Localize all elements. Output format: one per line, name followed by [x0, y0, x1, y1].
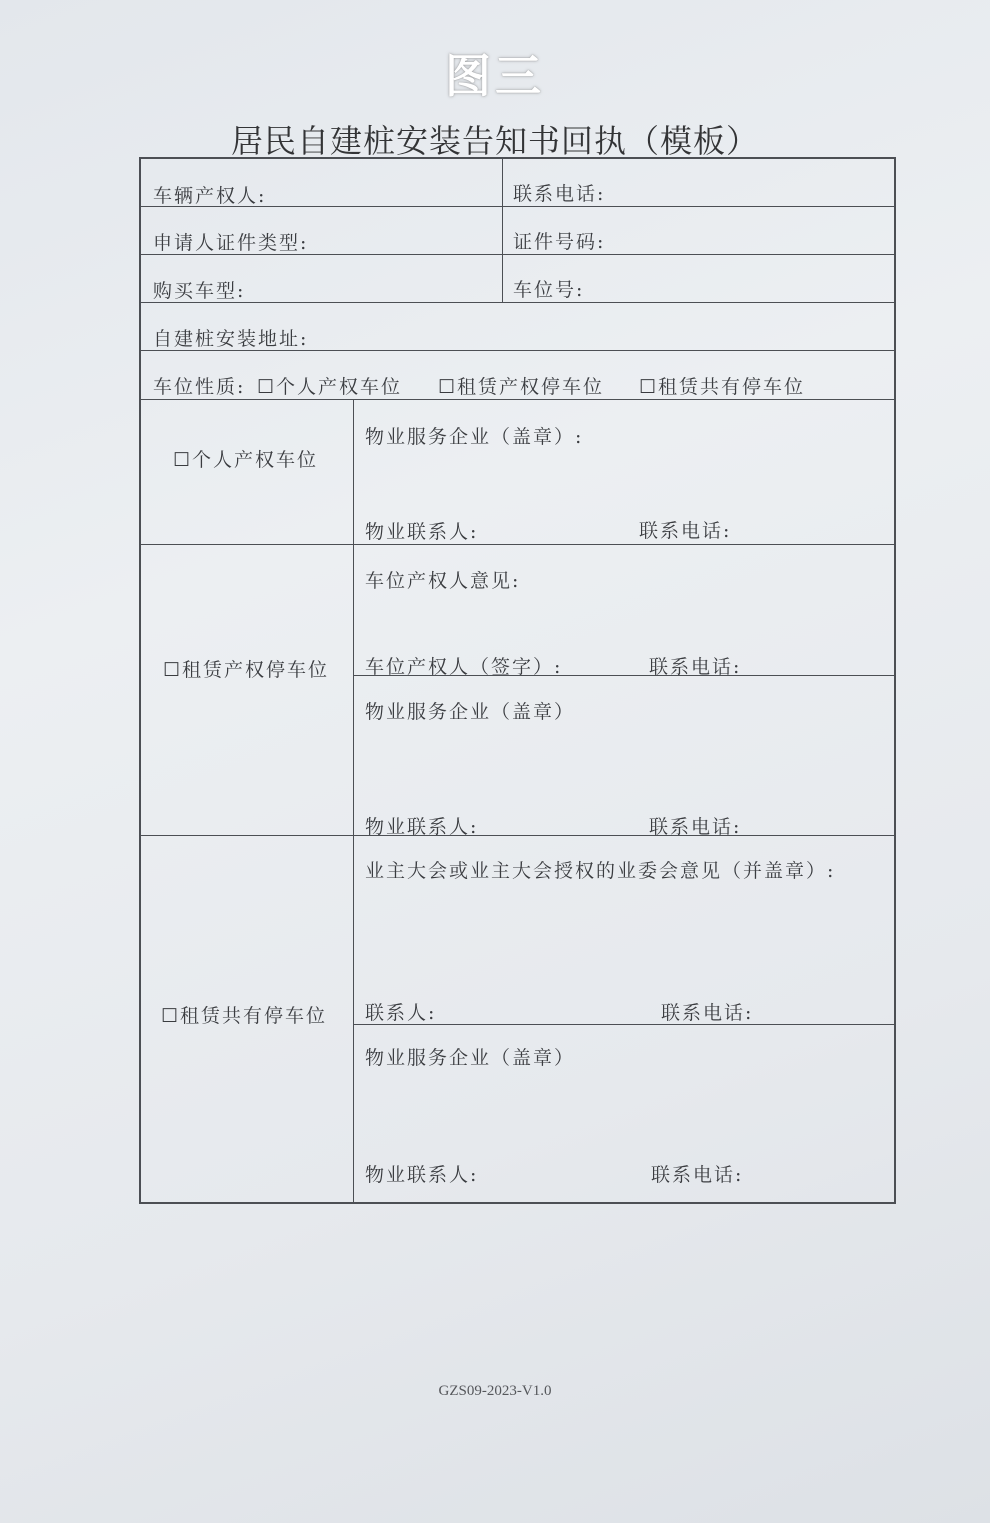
id-number-label: 证件号码:	[513, 231, 606, 253]
shared-property-company: 物业服务企业（盖章）	[365, 1047, 576, 1069]
owner-phone-label: 联系电话:	[513, 183, 606, 205]
address-label: 自建桩安装地址:	[153, 328, 309, 350]
personal-property-contact: 物业联系人:	[365, 521, 479, 543]
id-type-label: 申请人证件类型:	[153, 232, 309, 254]
shared-committee-opinion: 业主大会或业主大会授权的业委会意见（并盖章）:	[365, 860, 836, 882]
parking-no-label: 车位号:	[513, 279, 585, 301]
nature-option-leased-shared[interactable]: ☐租赁共有停车位	[639, 376, 806, 398]
personal-phone: 联系电话:	[639, 520, 732, 542]
receipt-form	[139, 157, 896, 1204]
shared-property-phone: 联系电话:	[651, 1164, 744, 1186]
document-title: 居民自建桩安装告知书回执（模板）	[230, 122, 759, 160]
nature-option-leased-property[interactable]: ☐租赁产权停车位	[438, 376, 605, 398]
leased-property-company: 物业服务企业（盖章）	[365, 701, 576, 723]
car-model-label: 购买车型:	[153, 280, 246, 302]
shared-property-contact: 物业联系人:	[365, 1164, 479, 1186]
nature-option-personal[interactable]: ☐个人产权车位	[257, 376, 403, 398]
section-personal-label[interactable]: ☐个人产权车位	[173, 449, 319, 471]
section-leased-shared-label[interactable]: ☐租赁共有停车位	[161, 1005, 328, 1027]
leased-owner-phone: 联系电话:	[649, 656, 742, 678]
personal-property-company: 物业服务企业（盖章）:	[365, 426, 584, 448]
nature-label: 车位性质:	[153, 376, 246, 398]
leased-property-contact: 物业联系人:	[365, 816, 479, 838]
section-leased-property-label[interactable]: ☐租赁产权停车位	[163, 659, 330, 681]
leased-owner-opinion: 车位产权人意见:	[365, 570, 521, 592]
shared-contact: 联系人:	[365, 1002, 437, 1024]
leased-property-phone: 联系电话:	[649, 816, 742, 838]
shared-contact-phone: 联系电话:	[661, 1002, 754, 1024]
figure-label: 图三	[445, 49, 545, 103]
footer-code: GZS09-2023-V1.0	[438, 1383, 552, 1399]
leased-owner-sign: 车位产权人（签字）:	[365, 656, 563, 678]
owner-label: 车辆产权人:	[153, 185, 267, 207]
